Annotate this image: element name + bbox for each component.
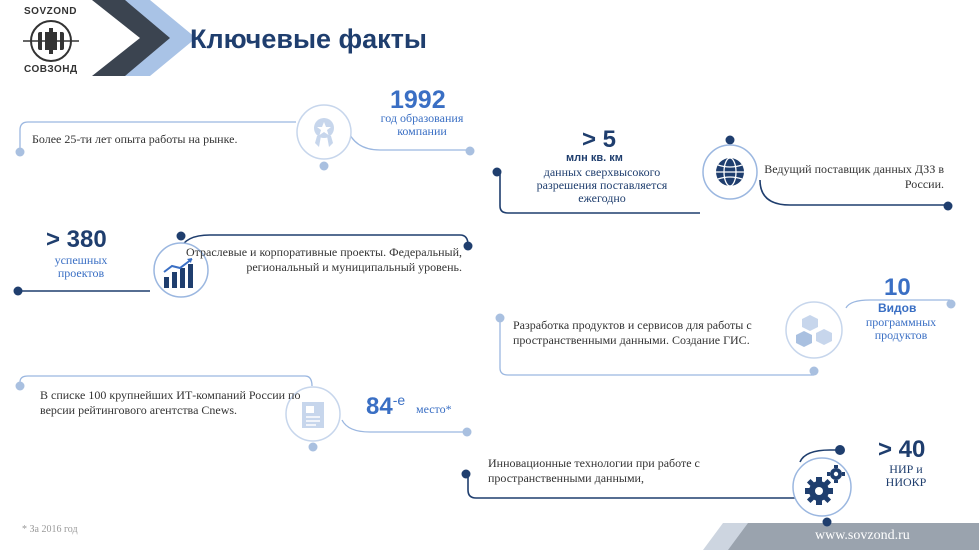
dot [496,314,505,323]
dot [493,168,502,177]
document-icon [298,400,328,430]
fact-text-innovation: Инновационные технологии при работе с пространственными данными, [488,456,700,485]
fact-value-84 [366,392,405,421]
dot [14,287,23,296]
logo-bottom-text: СОВЗОНД [24,64,78,75]
fact-caption-data: данных сверхвысокого разрешения поставляется ежегодно [536,165,668,205]
website-link[interactable]: www.sovzond.ru [815,528,910,543]
fact-text-experience: Более 25-ти лет опыта работы на рынке. [32,132,238,146]
logo-top-text: SOVZOND [24,6,77,17]
fact-value-10: 10 [884,274,911,301]
fact-caption-research: НИР и НИОКР [885,462,927,489]
footnote: * За 2016 год [22,524,78,535]
rank-number: 84 [366,393,393,420]
dot [16,382,25,391]
dot [810,367,819,376]
dot [947,300,956,309]
dot [320,162,329,171]
dot [726,136,735,145]
fact-value-1992: 1992 [390,86,446,114]
page-title: Ключевые факты [190,24,427,54]
fact-caption-software: программных продуктов [865,315,937,342]
cubes-icon [796,313,836,349]
fact-value-5: > 5 [582,126,617,153]
fact-text-projects: Отраслевые и корпоративные проекты. Федеральный, региональный и муниципальный уровень. [185,245,462,274]
fact-text-rating: В списке 100 крупнейших ИТ-компаний России по версии рейтингового агентства Cnews. [40,388,301,417]
dot [464,242,473,251]
fact-unit-types: Видов [878,301,917,315]
dot [177,232,186,241]
rank-suffix: -е [392,392,406,408]
dot [309,443,318,452]
dot [944,202,953,211]
fact-caption-place: место* [416,402,452,416]
gears-icon [804,464,846,506]
dot [823,518,832,527]
dot [462,470,471,479]
dot [835,445,845,455]
award-badge-icon [309,116,339,148]
globe-icon [714,156,746,188]
logo-icon [20,18,82,64]
dot [466,147,475,156]
fact-caption-projects: успешных проектов [54,253,108,280]
fact-unit-mln-km: млн кв. км [566,152,623,164]
dot [463,428,472,437]
fact-caption-1992: год образования компании [380,111,464,138]
fact-text-supplier: Ведущий поставщик данных ДЗЗ в России. [764,162,944,191]
fact-value-380: > 380 [46,226,107,253]
fact-value-40: > 40 [878,436,926,463]
dot [16,148,25,157]
fact-text-products: Разработка продуктов и сервисов для работы с пространственными данными. Создание ГИС. [513,318,752,347]
